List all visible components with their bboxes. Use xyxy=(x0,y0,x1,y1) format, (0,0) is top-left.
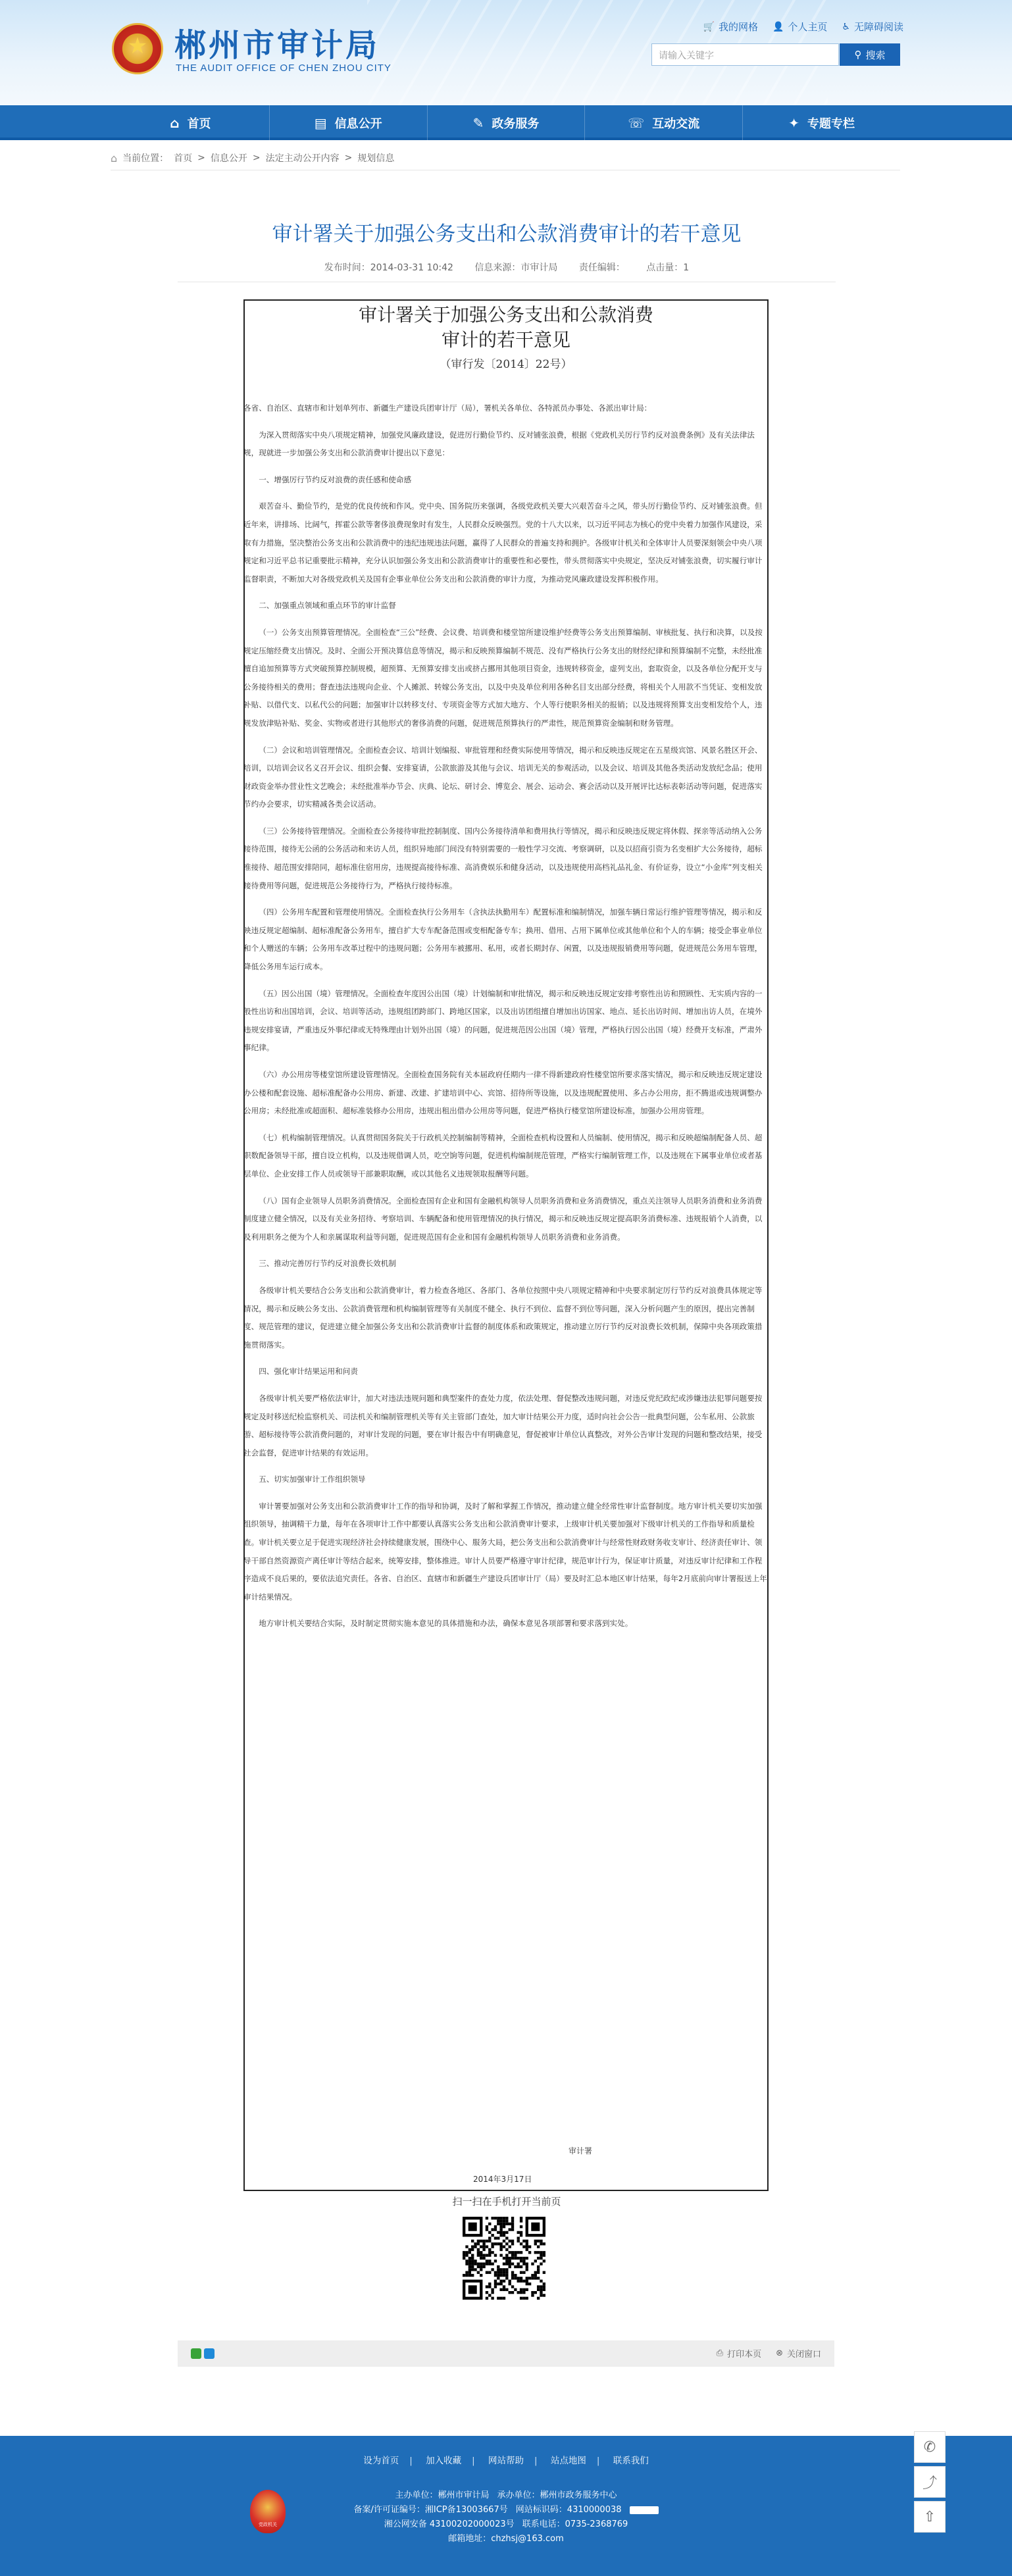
footer-link-contact[interactable]: 联系我们 xyxy=(613,2456,649,2466)
edit-icon: ✎ xyxy=(472,114,484,131)
site-subtitle: THE AUDIT OFFICE OF CHEN ZHOU CITY xyxy=(176,63,392,74)
document-number: （审行发〔2014〕22号） xyxy=(440,358,572,371)
document-paragraph: 地方审计机关要结合实际，及时制定贯彻实施本意见的具体措施和办法，确保本意见各项部署和要求落到实处。 xyxy=(259,1619,633,1629)
document-heading-line2: 审计的若干意见 xyxy=(441,329,570,351)
nav-item-info[interactable]: ▤ 信息公开 xyxy=(270,105,428,140)
document-paragraph: （八）国有企业领导人员职务消费情况。全面检查国有企业和国有金融机构领导人员职务消费和业务消费情况，重点关注领导人员职务消费和业务消费制度建立健全情况，以及有关业务招待、考察培训、车辆配备和使用管理情况的执行情况，揭示和反映违反规定提高职务消费标准、违规报销个人消费，以及利用职务之便为个人和亲属谋取利益等问题，促进规范国有企业和国有金融机构领导人员职务消费和业务消费。 xyxy=(243,1196,763,1242)
document-section-heading: 四、强化审计结果运用和问责 xyxy=(259,1367,358,1376)
document-heading: 审计署关于加强公务支出和公款消费 xyxy=(358,304,653,326)
document-paragraph: （七）机构编制管理情况。认真贯彻国务院关于行政机关控制编制等精神，全面检查机构设置和人员编制、使用情况，揭示和反映超编制配备人员、超职数配备领导干部，擅自设立机构，以及违规借调人员，吃空饷等问题，促进机构编制规范管理，严格实行编制管理工作，以及违规在下属事业单位或者基层单位、企业安排工作人员或领导干部兼职取酬，或以其他名义违规领取报酬等问题。 xyxy=(243,1132,763,1178)
footer-link-favorite[interactable]: 加入收藏 xyxy=(426,2456,462,2466)
print-button[interactable]: ⎙ 打印本页 xyxy=(716,2348,762,2360)
qr-label: 扫一扫在手机打开当前页 xyxy=(452,2196,561,2208)
home-icon: ⌂ xyxy=(111,151,118,164)
breadcrumb-item[interactable]: 法定主动公开内容 xyxy=(265,153,340,164)
printer-icon: ⎙ xyxy=(716,2348,724,2358)
document-paragraph: （六）办公用房等楼堂馆所建设管理情况。全面检查国务院有关本届政府任期内一律不得新建政府性楼堂馆所要求落实情况，揭示和反映违反规定建设办公楼和配套设施、超标准配备办公用房、新建、改建、扩建培训中心、宾馆、招待所等设施，以及违规配置使用、多占办公用房，拒不腾退或违规调整办公用房；未经批准或超面积、超标准装修办公用房，违规出租出借办公用房等问题，促进严格执行楼堂馆所建设标准，加强办公用房管理。 xyxy=(243,1070,763,1116)
footer-link-help[interactable]: 网站帮助 xyxy=(488,2456,524,2466)
wechat-float-icon[interactable]: ✆ xyxy=(914,2431,946,2463)
breadcrumb-item[interactable]: 规划信息 xyxy=(357,153,395,164)
site-header xyxy=(0,0,1012,105)
footer-sponsor: 主办单位：郴州市审计局 xyxy=(395,2490,490,2500)
document-frame xyxy=(243,299,769,2191)
article-editor: 责任编辑： xyxy=(578,263,625,273)
footer-link-sitemap[interactable]: 站点地图 xyxy=(550,2456,586,2466)
document-paragraph: （三）公务接待管理情况。全面检查公务接待审批控制制度、国内公务接待清单和费用执行等情况，揭示和反映违反规定将休假、探亲等活动纳入公务接待范围，接待无公函的公务活动和来访人员，组织异地部门间没有特别需要的一般性学习交流、考察调研，以及以招商引资为名变相扩大公务接待，超标准接待、超范围安排陪同，超标准住宿用房，违规提高接待标准、高消费娱乐和健身活动，以及违规使用高档礼品礼金、有价证券，设立“小金库”列支相关接待费用等问题，促进规范公务接待行为，严格执行接待标准。 xyxy=(243,826,763,890)
close-icon: ⊗ xyxy=(776,2348,783,2358)
footer-police-record[interactable]: 湘公网安备 43100202000023号 xyxy=(384,2519,515,2529)
search-icon: ⚲ xyxy=(854,49,862,61)
document-section-heading: 五、切实加强审计工作组织领导 xyxy=(259,1475,366,1484)
site-title[interactable]: 郴州市审计局 xyxy=(174,27,380,64)
document-paragraph: （四）公务用车配置和管理使用情况。全面检查执行公务用车（含执法执勤用车）配置标准和编制情况，加强车辆日常运行维护管理等情况，揭示和反映违反规定超编制、超标准配备公务用车，擅自扩大专车配备范围或变相配备专车；换用、借用、占用下属单位或其他单位和个人的车辆；接受企事业单位和个人赠送的车辆；公务用车改革过程中的违规问题；公务用车被挪用、私用，或者长期封存、闲置，以及违规报销费用等问题，促进规范公务用车管理，降低公务用车运行成本。 xyxy=(243,907,763,972)
document-paragraph: （五）因公出国（境）管理情况。全面检查年度因公出国（境）计划编制和审批情况，揭示和反映违反规定安排考察性出访和照顾性、无实质内容的一般性出访和出国培训，会议、培训等活动，违规组团跨部门、跨地区国家，以及出访团组擅自增加出访国家、地点、延长出访时间、增加出访人员，在境外违规安排宴请，严重违反外事纪律或无特殊理由计划外出国（境）的问题，促进规范因公出国（境）管理，严格执行因公出国（境）经费开支标准，严肃外事纪律。 xyxy=(243,988,763,1053)
nav-item-interact[interactable]: ☏ 互动交流 xyxy=(585,105,743,140)
breadcrumb-item[interactable]: 信息公开 xyxy=(210,153,247,164)
article-title: 审计署关于加强公务支出和公款消费审计的若干意见 xyxy=(272,222,742,246)
qr-code xyxy=(460,2214,548,2302)
nav-item-home[interactable]: ⌂ 首页 xyxy=(112,105,270,140)
document-paragraph: 各级审计机关要结合公务支出和公款消费审计，着力检查各地区、各部门、各单位按照中央八项规定精神和中央要求制定厉行节约反对浪费具体规定等情况，揭示和反映公务支出、公款消费管理和机构编制管理等有关制度不健全、执行不到位、监督不到位等问题，深入分析问题产生的原因，提出完善制度、规范管理的建议，促进建立健全加强公务支出和公款消费审计监督的制度体系和政策规定，推动建立厉行节约反对浪费长效机制，保障中央各项政策措施贯彻落实。 xyxy=(243,1285,763,1350)
article-meta xyxy=(112,261,901,274)
document-paragraph: 艰苦奋斗、勤俭节约，是党的优良传统和作风。党中央、国务院历来强调，各级党政机关要大兴艰苦奋斗之风，带头厉行勤俭节约、反对铺张浪费。但近年来，讲排场、比阔气，挥霍公款等奢侈浪费现象时有发生，人民群众反映强烈。党的十八大以来，以习近平同志为核心的党中央着力加强作风建设，采取有力措施，坚决整治公务支出和公款消费中的违纪违规违法问题，赢得了人民群众的普遍支持和拥护。各级审计机关和全体审计人员要深刻领会中央八项规定和习近平总书记重要批示精神，充分认识加强公务支出和公款消费审计的重要性和必要性，带头贯彻落实中央规定，坚决反对铺张浪费，切实履行审计监督职责，不断加大对各级党政机关及国有企事业单位公务支出和公款消费的审计力度，为推动党风廉政建设发挥积极作用。 xyxy=(243,501,763,584)
document-section-heading: 三、推动完善厉行节约反对浪费长效机制 xyxy=(259,1259,396,1269)
user-icon: 👤 xyxy=(772,21,784,32)
publish-time: 发布时间：2014-03-31 10:42 xyxy=(324,263,453,273)
qr-code-image xyxy=(463,2217,545,2300)
chat-icon: ☏ xyxy=(628,114,645,131)
footer-site-code: 网站标识码：4310000038 xyxy=(515,2505,622,2515)
main-nav xyxy=(0,105,1012,140)
footer-phone: 联系电话：0735-2368769 xyxy=(522,2519,628,2529)
qq-share-icon[interactable] xyxy=(204,2348,215,2359)
document-paragraph: 各级审计机关要严格依法审计，加大对违法违规问题和典型案件的查处力度，依法处理、督促整改违规问题，对违反党纪政纪或涉嫌违法犯罪问题要按规定及时移送纪检监察机关、司法机关和编制管理机关等有关主管部门查处，加大审计结果公开力度，适时向社会公告一批典型问题，公车私用、公款旅游、超标接待等公款消费问题的，对审计发现的问题，要在审计报告中有明确意见，督促被审计单位认真整改，对外公告审计发现的问题和整改结果，接受社会监督，促进审计结果的有效运用。 xyxy=(243,1393,763,1457)
document-paragraph: 审计署要加强对公务支出和公款消费审计工作的指导和协调，及时了解和掌握工作情况，推动建立健全经常性审计监督制度。地方审计机关要切实加强组织领导，抽调精干力量，每年在各项审计工作中都要认真落实公务支出和公款消费审计要求，上级审计机关要加强对下级审计机关的工作指导和质量检查。审计机关要立足于促进实现经济社会持续健康发展，围绕中心、服务大局，把公务支出和公款消费审计与经常性财政财务收支审计、经济责任审计、领导干部自然资源资产离任审计等结合起来，统筹安排，整体推进。审计人员要严格遵守审计纪律，规范审计行为，保证审计质量，对违反审计纪律和工作程序造成不良后果的，要依法追究责任。各省、自治区、直辖市和新疆生产建设兵团审计厅（局）要及时汇总本地区审计结果，每年2月底前向审计署报送上年审计结果情况。 xyxy=(243,1501,767,1602)
top-link-accessible[interactable]: ♿ 无障碍阅读 xyxy=(842,21,903,33)
article-toolbar xyxy=(178,2340,834,2367)
document-date: 2014年3月17日 xyxy=(473,2175,532,2184)
document-paragraph: 为深入贯彻落实中央八项规定精神，加强党风廉政建设，促进厉行勤俭节约、反对铺张浪费，根据《党政机关厉行节约反对浪费条例》及有关法律法规，现就进一步加强公务支出和公款消费审计提出以下意见： xyxy=(243,430,755,458)
document-paragraph: （二）会议和培训管理情况。全面检查会议、培训计划编报、审批管理和经费实际使用等情况，揭示和反映违反规定在五星级宾馆、风景名胜区开会、培训，以培训会议名义召开会议、组织会餐、安排宴请，公款旅游及其他与会议、培训无关的参观活动，以及会议、培训及其他各类活动发放纪念品；使用财政资金举办营业性文艺晚会；未经批准举办节会、庆典、论坛、研讨会、博览会、展会、运动会、赛会活动以及开展评比达标表彰活动等问题，促进落实节约办会要求，切实精减各类会议活动。 xyxy=(243,745,763,809)
footer-link-homepage[interactable]: 设为首页 xyxy=(363,2456,399,2466)
document-icon: ▤ xyxy=(314,114,327,131)
tag-icon: ✦ xyxy=(788,114,799,131)
error-report-icon[interactable] xyxy=(630,2506,659,2514)
document-signature: 审计署 xyxy=(569,2146,593,2156)
top-link-grid[interactable]: 🛒 我的网格 xyxy=(703,21,758,33)
search-input[interactable]: 请输入关键字 xyxy=(651,43,839,66)
article-source: 信息来源：市审计局 xyxy=(474,263,558,273)
document-body xyxy=(243,399,769,1642)
nav-item-service[interactable]: ✎ 政务服务 xyxy=(428,105,586,140)
footer-info xyxy=(0,2488,1012,2546)
cart-icon: 🛒 xyxy=(703,21,715,32)
share-float-icon[interactable]: ⤴ xyxy=(914,2466,946,2498)
site-footer xyxy=(0,2436,1012,2576)
footer-email: 邮箱地址：chzhsj@163.com xyxy=(448,2534,564,2544)
footer-organizer: 承办单位：郴州市政务服务中心 xyxy=(497,2490,617,2500)
footer-icp[interactable]: 备案/许可证编号：湘ICP备13003667号 xyxy=(353,2505,508,2515)
national-emblem-logo xyxy=(112,23,163,74)
nav-item-topics[interactable]: ✦ 专题专栏 xyxy=(788,114,855,131)
breadcrumb: ⌂ 当前位置： 首页 > 信息公开 > 法定主动公开内容 > 规划信息 xyxy=(111,151,395,164)
share-buttons xyxy=(191,2348,215,2359)
article-views: 点击量：1 xyxy=(646,263,690,273)
breadcrumb-prefix: 当前位置： xyxy=(122,153,169,164)
document-section-heading: 一、增强厉行节约反对浪费的责任感和使命感 xyxy=(259,474,412,484)
top-link-home[interactable]: 👤 个人主页 xyxy=(772,21,828,33)
wechat-share-icon[interactable] xyxy=(191,2348,201,2359)
breadcrumb-item[interactable]: 首页 xyxy=(174,153,193,164)
close-window-button[interactable]: ⊗ 关闭窗口 xyxy=(776,2348,821,2360)
search-button[interactable]: ⚲ 搜索 xyxy=(840,43,900,66)
top-links xyxy=(703,20,903,34)
tool-actions xyxy=(717,2347,821,2360)
accessibility-icon: ♿ xyxy=(842,21,850,32)
document-section-heading: 二、加强重点领域和重点环节的审计监督 xyxy=(259,601,396,611)
home-icon: ⌂ xyxy=(170,114,180,131)
document-paragraph: （一）公务支出预算管理情况。全面检查“三公”经费、会议费、培训费和楼堂馆所建设维护经费等公务支出预算编制、审核批复、执行和决算，以及按规定压缩经费支出情况。及时、全面公开预决算信息等情况，揭示和反映预算编制不规范、没有严格执行公务支出的财经纪律和预算编制不完整，未经批准擅自追加预算等方式突破预算控制规模，超预算、无预算安排支出或挤占挪用其他项目资金，违规转移资金，虚列支出，套取资金，以及各单位分配开支与公务接待相关的费用；督查违法违规向企业、个人摊派、转嫁公务支出，以及中央及单位利用各种名目支出部分经费，将相关个人用款不当凭证、变相发放补贴、以借代支、以私代公的问题；加强审计以转移支付、专项资金等方式加大地方、个人等行使职务相关的报销；以及违规将预算支出变相发给个人，违规发放津贴补贴、奖金、实物或者进行其他形式的奢侈消费的问题，促进规范预算执行的严肃性，规范预算资金编制和财务管理。 xyxy=(243,627,763,728)
back-to-top-icon[interactable]: ⇧ xyxy=(914,2501,946,2533)
footer-links: 设为首页 | 加入收藏 | 网站帮助 | 站点地图 | 联系我们 xyxy=(363,2456,649,2466)
document-paragraph: 各省、自治区、直辖市和计划单列市、新疆生产建设兵团审计厅（局），署机关各单位、各特派员办事处、各派出审计局： xyxy=(243,403,652,413)
